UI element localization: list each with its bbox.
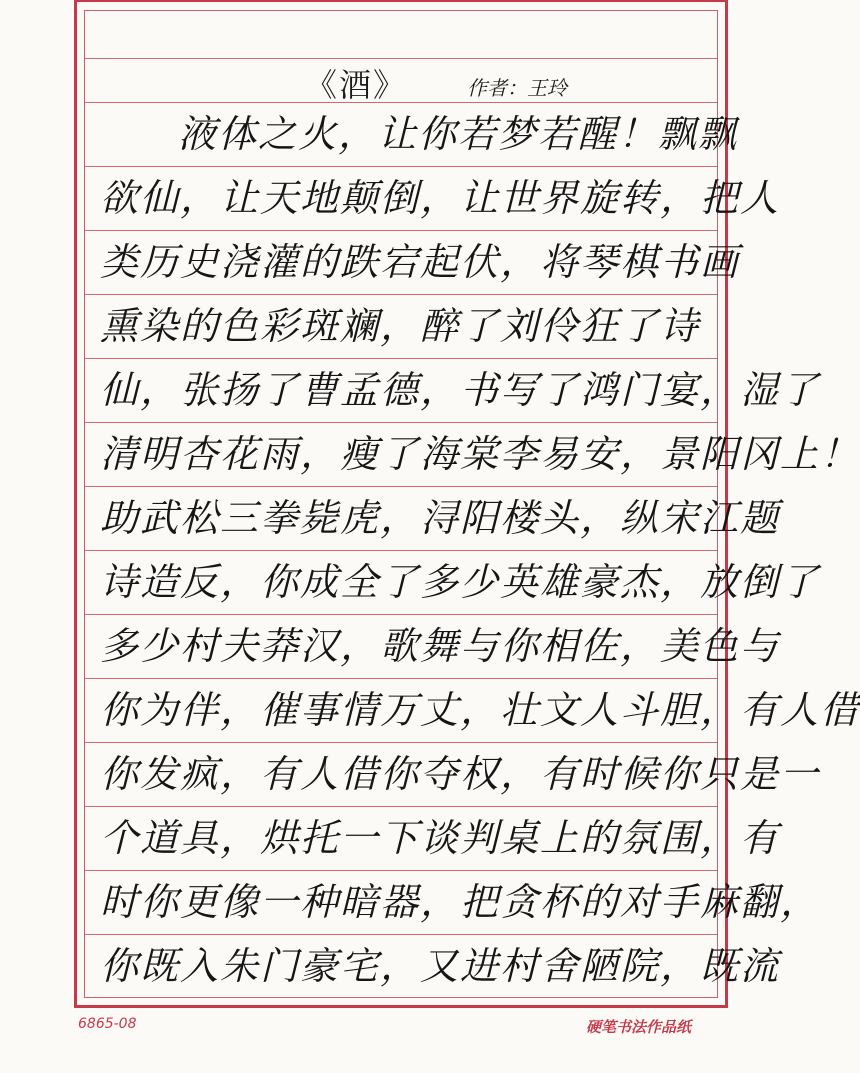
text-line-10: 你为伴，催事情万丈，壮文人斗胆，有人借: [100, 688, 860, 732]
rule-line: [85, 742, 717, 743]
text-line-12: 个道具，烘托一下谈判桌上的氛围，有: [100, 816, 781, 860]
rule-line: [85, 230, 717, 231]
rule-line: [85, 550, 717, 551]
text-line-9: 多少村夫莽汉，歌舞与你相佐，美色与: [100, 624, 781, 668]
text-line-4: 熏染的色彩斑斓，醉了刘伶狂了诗: [100, 304, 701, 348]
text-line-14: 你既入朱门豪宅，又进村舍陋院，既流: [100, 944, 781, 988]
product-code: 6865-08: [78, 1016, 137, 1032]
rule-line: [85, 934, 717, 935]
text-line-8: 诗造反，你成全了多少英雄豪杰，放倒了: [100, 560, 821, 604]
rule-line: [85, 486, 717, 487]
text-line-2: 欲仙，让天地颠倒，让世界旋转，把人: [100, 176, 781, 220]
text-line-7: 助武松三拳毙虎，浔阳楼头，纵宋江题: [100, 496, 781, 540]
text-line-5: 仙，张扬了曹孟德，书写了鸿门宴，湿了: [100, 368, 821, 412]
author-line: 作者：王玲: [467, 76, 567, 100]
text-line-1: 液体之火，让你若梦若醒！飘飘: [178, 112, 739, 156]
page-title: 《酒》: [305, 66, 408, 104]
rule-line: [85, 678, 717, 679]
text-line-13: 时你更像一种暗器，把贪杯的对手麻翻，: [100, 880, 821, 924]
rule-line: [85, 870, 717, 871]
text-line-11: 你发疯，有人借你夺权，有时候你只是一: [100, 752, 821, 796]
text-line-3: 类历史浇灌的跌宕起伏，将琴棋书画: [100, 240, 741, 284]
title-row: [85, 58, 717, 102]
text-line-6: 清明杏花雨，瘦了海棠李易安，景阳冈上！: [100, 432, 860, 476]
rule-line: [85, 614, 717, 615]
rule-line: [85, 294, 717, 295]
rule-line: [85, 166, 717, 167]
rule-line: [85, 806, 717, 807]
rule-line: [85, 422, 717, 423]
paper-brand: 硬笔书法作品纸: [586, 1018, 692, 1036]
rule-line: [85, 358, 717, 359]
